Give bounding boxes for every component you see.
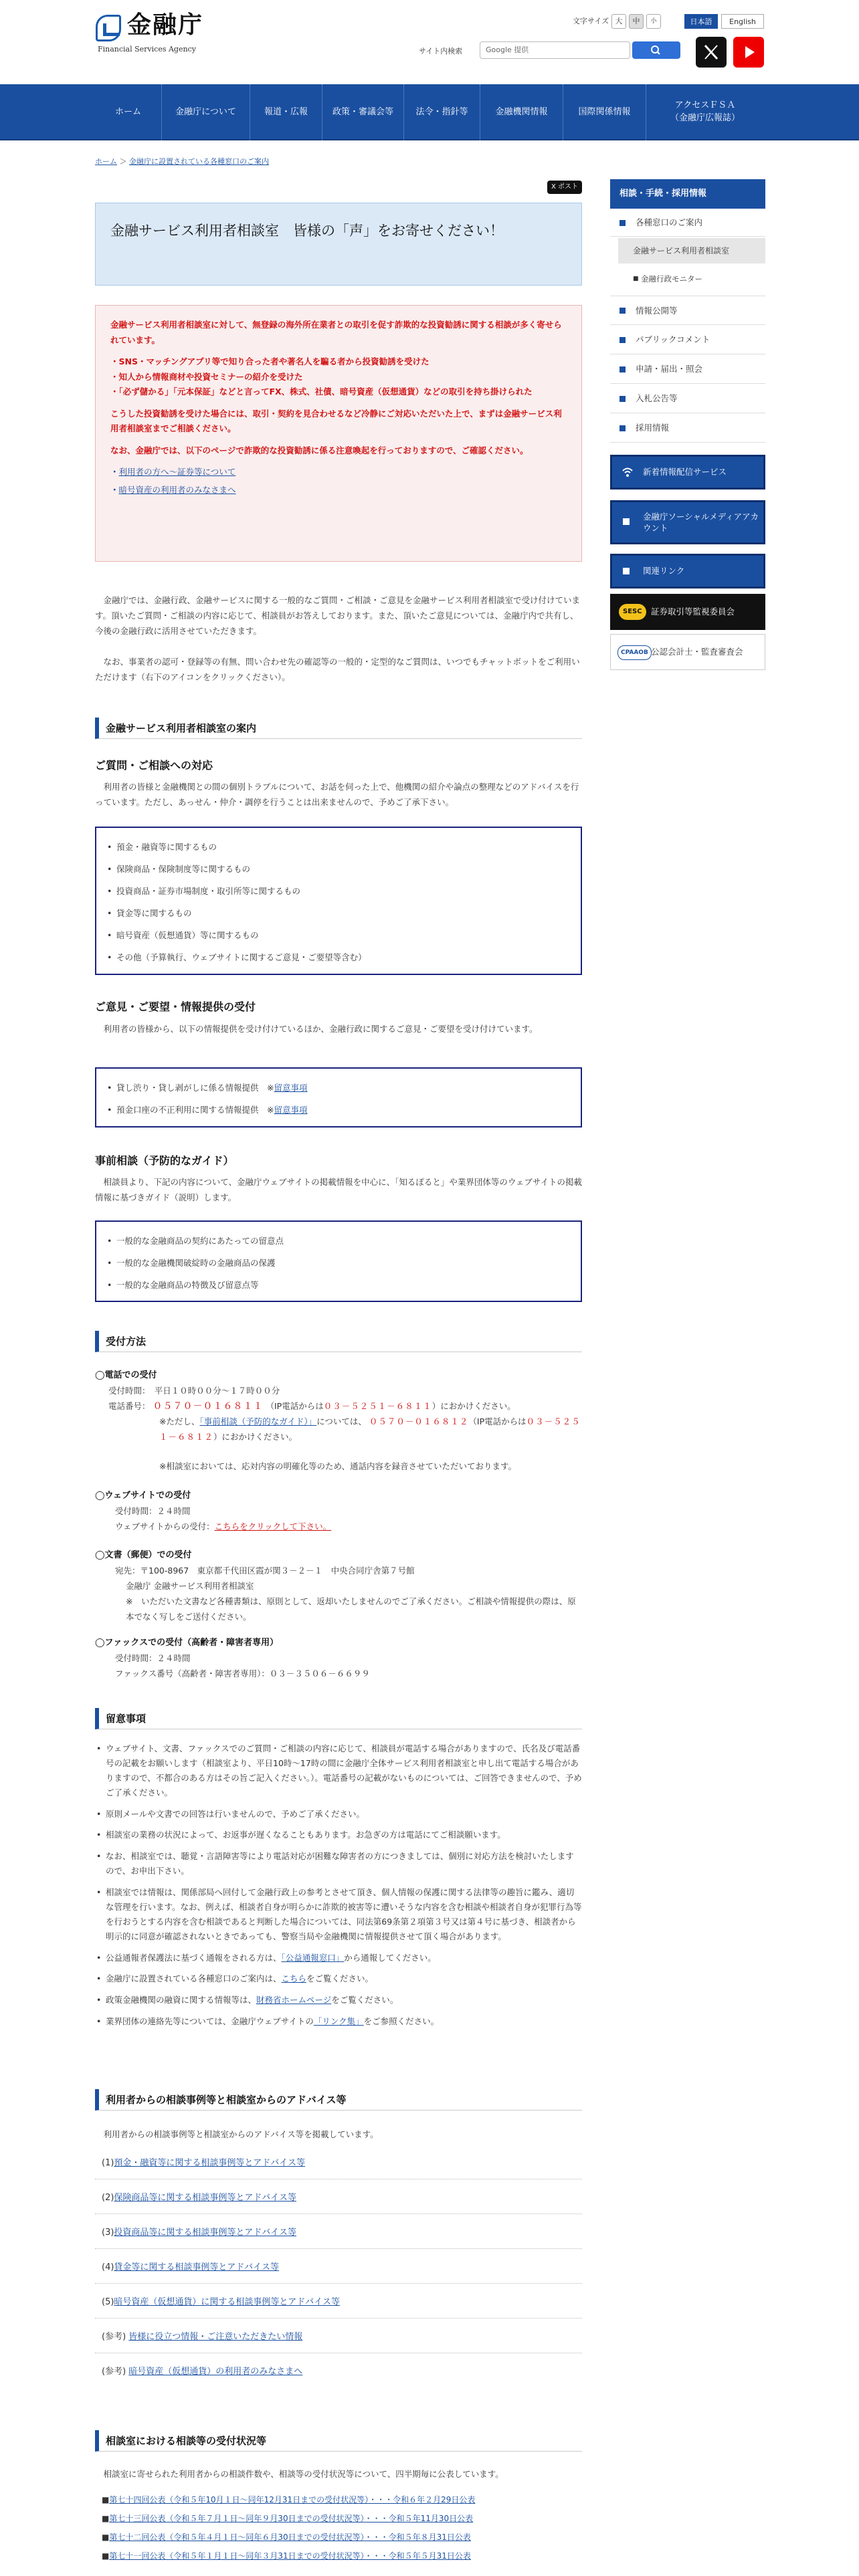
font-size-small-button[interactable]: 小: [646, 14, 661, 29]
phone-ip-prefix: （IP電話からは: [266, 1401, 324, 1411]
section-heading-guide: 金融サービス利用者相談室の案内: [95, 718, 582, 739]
list-item: • 預金・融資等に関するもの: [106, 836, 571, 858]
wifi-icon: [622, 466, 634, 478]
search-icon: [632, 41, 680, 59]
square-bullet-icon: [619, 220, 626, 226]
note-mark: ※: [267, 1083, 274, 1093]
square-bullet-icon: [619, 425, 626, 431]
warning-text-1: 金融サービス利用者相談室に対して、無登録の海外所在業者との取引を促す詐欺的な投資勧誘に関する相談が多く寄せられています。: [110, 320, 562, 345]
status-intro: 相談室に寄せられた利用者からの相談件数や、相談等の受付状況等について、四半期毎に公表しています。: [103, 2469, 504, 2479]
intro-text-2: なお、事業者の認可・登録等の有無、問い合わせ先の確認等の一般的・定型的なご質問は、いつでもチャットボットをご利用いただけます（右下のアイコンをクリックください）。: [95, 657, 580, 683]
list-item: • その他（予算執行、ウェブサイトに関するご意見・ご要望等含む）: [106, 946, 571, 968]
phone-note-middle: については、: [316, 1416, 367, 1426]
case-item: [102, 2260, 279, 2276]
note-text: をご参照ください。: [363, 2016, 440, 2027]
square-icon: [623, 518, 630, 525]
logo-text-jp: 金融庁: [127, 11, 204, 39]
phone-ip-number: ０３－５２５１－６８１１: [323, 1401, 432, 1411]
case-link[interactable]: 暗号資産（仮想通貨）に関する相談事例等とアドバイス等: [114, 2297, 341, 2307]
list-item: [106, 1077, 571, 1099]
case-link[interactable]: 預金・融資等に関する相談事例等とアドバイス等: [114, 2158, 306, 2168]
square-bullet-icon: [619, 366, 626, 372]
sidebar-news-service-button[interactable]: [610, 455, 765, 490]
web-heading: ◯ウェブサイトでの受付: [95, 1491, 191, 1501]
mail-note: ※ いただいた文書など各種書類は、原則として、返却いたしませんのでご了承ください。ご相談や情報提供の際は、原本でなく写しをご送付ください。: [126, 1596, 576, 1622]
case-number: (2): [102, 2193, 114, 2203]
sidebar-item-applications[interactable]: [610, 354, 765, 384]
case-link[interactable]: 皆様に役立つ情報・ご注意いただきたい情報: [128, 2332, 303, 2342]
fax-hours: 受付時間：２４時間: [115, 1653, 191, 1663]
lang-jp-button[interactable]: 日本語: [684, 14, 718, 29]
x-icon[interactable]: [696, 37, 727, 68]
contact-windows-link[interactable]: こちら: [281, 1973, 307, 1984]
breadcrumb-separator: ＞: [119, 157, 127, 166]
case-item: [102, 2365, 302, 2380]
section-heading-reception: 受付方法: [95, 1331, 582, 1352]
nav-home[interactable]: ホーム: [95, 84, 162, 140]
square-icon: [623, 568, 630, 574]
preventive-list: [95, 1220, 582, 1302]
sidebar-item-label: 採用情報: [636, 423, 670, 433]
sidebar-button-label: 関連リンク: [643, 566, 685, 576]
warning-list-1: ・SNS・マッチングアプリ等で知り合った者や著名人を騙る者から投資勧誘を受けた: [110, 356, 430, 366]
cases-intro: 利用者からの相談事例等と相談室からのアドバイス等を掲載しています。: [103, 2129, 379, 2139]
breadcrumb-home[interactable]: ホーム: [95, 157, 117, 166]
opinion-item-text: 預金口座の不正利用に関する情報提供: [116, 1105, 259, 1115]
status-item: ■第七十一回公表（令和５年１月１日～同年３月31日までの受付状況等）・・・令和５年５月31日公表: [102, 2551, 471, 2561]
case-number: (参考): [102, 2367, 126, 2377]
note-text: をご覧ください。: [331, 1995, 399, 2006]
case-item: [102, 2330, 302, 2345]
warning-list-2: ・知人から情報商材や投資セミナーの紹介を受けた: [110, 371, 303, 382]
phone-note-suffix: ）におかけください。: [213, 1432, 298, 1442]
lang-en-button[interactable]: English: [721, 14, 764, 29]
list-item: • 投資商品・証券市場制度・取引所等に関するもの: [106, 880, 571, 902]
list-item: • ウェブサイト、文書、ファックスでのご質問・ご相談の内容に応じて、相談員が電話する場合がありますので、氏名及び電話番号の記載をお願いします（相談室より、平日10時～17時の間に金融庁全体サービス利用者相談室と申し出て電話する場合がありますので、不都合のある方はその旨ご記入ください。）。電話番号の記載がないものについては、ご回答できませんので、予めご了承ください。: [95, 1741, 582, 1800]
list-item: [95, 1993, 582, 2008]
questions-list: [95, 827, 582, 975]
font-size-large-button[interactable]: 大: [611, 14, 626, 29]
status-item: ■第七十三回公表（令和５年７月１日～同年９月30日までの受付状況等）・・・令和５年11月30日公表: [102, 2514, 474, 2523]
note-text: から通報してください。: [344, 1952, 436, 1963]
phone-ip-suffix: ）におかけください。: [432, 1401, 516, 1411]
sidebar-item-label: パブリックコメント: [636, 334, 710, 344]
sidebar-item-bids[interactable]: [610, 384, 765, 413]
phone-heading: ◯電話での受付: [95, 1370, 157, 1380]
note-text: 業界団体の連絡先等については、金融庁ウェブサイトの: [106, 2016, 314, 2027]
sidebar-heading: 相談・手続・採用情報: [610, 179, 765, 209]
warning-text-2: こうした投資勧誘を受けた場合には、取引・契約を見合わせるなど冷静にご対応いただいた上で、まずは金融サービス利用者相談室までご相談ください。: [110, 408, 562, 433]
sidebar-banner-label: 証券取引等監視委員会: [651, 607, 735, 617]
sidebar-item-monitor[interactable]: [610, 266, 765, 292]
list-item: • 一般的な金融商品の契約にあたっての留意点: [106, 1230, 571, 1252]
fsa-logo-icon: [96, 15, 121, 41]
status-link[interactable]: 第七十一回公表（令和５年１月１日～同年３月31日までの受付状況等）・・・令和５年５月31日公表: [109, 2551, 471, 2561]
search-input[interactable]: Google 提供: [480, 41, 630, 59]
note-text: 公益通報者保護法に基づく通報をされる方は、: [106, 1952, 282, 1963]
status-item: ■第七十二回公表（令和５年４月１日～同年６月30日までの受付状況等）・・・令和５年８月31日公表: [102, 2533, 471, 2542]
sidebar-item-windows[interactable]: [610, 209, 765, 237]
case-link[interactable]: 暗号資産（仮想通貨）の利用者のみなさまへ: [128, 2367, 303, 2377]
phone-number-label: 電話番号：: [108, 1401, 151, 1411]
global-nav: [0, 84, 859, 140]
font-size-medium-button[interactable]: 中: [629, 14, 644, 29]
case-link[interactable]: 保険商品等に関する相談事例等とアドバイス等: [114, 2193, 297, 2203]
search-button[interactable]: [632, 41, 680, 59]
breadcrumb: [95, 155, 269, 168]
note-mark: ※: [267, 1105, 274, 1115]
case-number: (5): [102, 2297, 114, 2307]
sidebar-button-label: 新着情報配信サービス: [643, 467, 727, 477]
list-item: [95, 1971, 582, 1986]
square-bullet-icon: [619, 308, 626, 314]
opinion-item-text: 貸し渋り・貸し剥がしに係る情報提供: [116, 1083, 259, 1093]
list-item: • 貸金等に関するもの: [106, 902, 571, 924]
sidebar-item-label: 情報公開等: [636, 306, 678, 316]
nav-laws[interactable]: 法令・指針等: [404, 84, 480, 140]
sidebar-banner-label: 公認会計士・監査審査会: [651, 647, 743, 657]
case-item: [102, 2156, 305, 2171]
case-number: (4): [102, 2262, 114, 2272]
sidebar-item-label: 申請・届出・照会: [636, 364, 703, 374]
list-item: • 保険商品・保険制度等に関するもの: [106, 858, 571, 880]
status-link[interactable]: 第七十三回公表（令和５年７月１日～同年９月30日までの受付状況等）・・・令和５年11月30日公表: [109, 2514, 474, 2523]
preventive-phone-number: ０５７０－０１６８１２: [369, 1416, 469, 1426]
preventive-guide-link[interactable]: 「事前相談（予防的なガイド）」: [199, 1416, 317, 1426]
case-link[interactable]: 貸金等に関する相談事例等とアドバイス等: [114, 2262, 280, 2272]
sidebar-item-label: 入札公告等: [636, 393, 678, 403]
sidebar-item-label: 各種窓口のご案内: [636, 217, 703, 227]
case-link[interactable]: 投資商品等に関する相談事例等とアドバイス等: [114, 2228, 297, 2238]
list-item: • 相談室の業務の状況によって、お返事が遅くなることもあります。お急ぎの方は電話にてご相談願います。: [95, 1828, 582, 1842]
list-item: [95, 2014, 582, 2029]
list-item: • なお、相談室では、聴覚・言語障害等により電話対応が困難な障害者の方につきましては、個別に対応方法を検討いたしますので、お申出下さい。: [95, 1849, 582, 1879]
youtube-icon[interactable]: [733, 37, 764, 68]
phone-preventive-note: [159, 1414, 582, 1444]
status-item: ■第七十四回公表（令和５年10月１日～同年12月31日までの受付状況等）・・・令和６年２月29日公表: [102, 2495, 476, 2504]
nav-access-fsa[interactable]: アクセスＦＳＡ （金融庁広報誌）: [670, 100, 740, 123]
web-form-link[interactable]: こちらをクリックして下さい。: [214, 1521, 332, 1531]
preventive-ip-number: ０３－５２５１－６８１２: [159, 1416, 581, 1442]
sidebar-item-consultation[interactable]: 金融サービス利用者相談室: [618, 238, 765, 263]
phone-number-line: [108, 1398, 582, 1416]
sidebar-item-public-comment[interactable]: [610, 325, 765, 354]
preventive-text: 相談員より、下記の内容について、金融庁ウェブサイトの掲載情報を中心に、「知るぽると」や業界団体等のウェブサイトの掲載情報に基づきガイド（説明）します。: [95, 1177, 583, 1203]
phone-hours: 受付時間： 平日１０時００分～１７時００分: [108, 1386, 280, 1396]
case-item: [102, 2226, 296, 2241]
cpaaob-banner[interactable]: [610, 634, 765, 670]
section-heading-cases: 利用者からの相談事例等と相談室からのアドバイス等: [95, 2089, 582, 2111]
fax-number: ファックス番号（高齢者・障害者専用）：０３－３５０６－６６９９: [115, 1669, 370, 1679]
square-bullet-icon: [619, 396, 626, 402]
sidebar-social-media-button[interactable]: [610, 500, 765, 544]
subheading-questions: ご質問・ご相談への対応: [95, 759, 213, 772]
whistleblower-link[interactable]: 「公益通報窓口」: [281, 1952, 345, 1963]
warning-link-securities[interactable]: 利用者の方へ～証券等について: [118, 467, 236, 477]
web-line: [115, 1519, 582, 1534]
arrow-icon: ■: [633, 276, 639, 282]
font-size-label: 文字サイズ: [573, 17, 609, 25]
cpaaob-logo-icon: CPAAOB: [617, 645, 652, 660]
sidebar-item-label: 金融行政モニター: [641, 274, 702, 284]
status-link[interactable]: 第七十二回公表（令和５年４月１日～同年６月30日までの受付状況等）・・・令和５年８月31日公表: [109, 2533, 471, 2542]
sidebar-item-disclosure[interactable]: [610, 296, 765, 325]
opinions-text: 利用者の皆様から、以下の情報提供を受け付けているほか、金融行政に関するご意見・ご要望を受け付けています。: [103, 1024, 538, 1034]
questions-text: 利用者の皆様と金融機関との間の個別トラブルについて、お話を伺った上で、他機関の紹介や論点の整理などのアドバイスを行っています。ただし、あっせん・仲介・調停を行うことは出来ませんので、予めご了承下さい。: [95, 782, 579, 808]
sesc-logo-icon: SESC: [619, 604, 646, 620]
opinions-list: [95, 1067, 582, 1128]
list-item: • 一般的な金融商品の特徴及び留意点等: [106, 1274, 571, 1296]
links-page-link[interactable]: 「リンク集」: [313, 2016, 364, 2027]
nav-institutions[interactable]: 金融機関情報: [480, 84, 563, 140]
status-link[interactable]: 第七十四回公表（令和５年10月１日～同年12月31日までの受付状況等）・・・令和６年２月29日公表: [109, 2495, 476, 2504]
web-hours: 受付時間：２４時間: [115, 1506, 191, 1516]
list-item: • 一般的な金融機関破綻時の金融商品の保護: [106, 1252, 571, 1274]
case-number: (参考): [102, 2332, 126, 2342]
note-text: 政策金融機関の融資に関する情報等は、: [106, 1995, 257, 2006]
case-number: (3): [102, 2228, 114, 2238]
subheading-preventive: 事前相談（予防的なガイド）: [95, 1154, 234, 1167]
nav-news[interactable]: 報道・広報: [250, 84, 322, 140]
page-title: 金融サービス利用者相談室 皆様の「声」をお寄せください！: [95, 203, 582, 286]
fax-heading: ◯ファックスでの受付（高齢者・障害者専用）: [95, 1638, 279, 1648]
nav-about[interactable]: 金融庁について: [162, 84, 250, 140]
list-item: [95, 1951, 582, 1965]
sidebar-related-links-button[interactable]: [610, 554, 765, 588]
warning-link-crypto[interactable]: 暗号資産の利用者のみなさまへ: [118, 484, 236, 495]
web-prefix: ウェブサイトからの受付：: [115, 1521, 215, 1531]
mail-address-dept: 金融庁 金融サービス利用者相談室: [126, 1581, 254, 1591]
phone-note-ip-prefix: （IP電話からは: [468, 1416, 527, 1426]
sidebar-button-label: 金融庁ソーシャルメディアアカウント: [643, 511, 759, 533]
section-heading-status: 相談室における相談等の受付状況等: [95, 2430, 582, 2452]
search-label: サイト内検索: [419, 47, 463, 56]
breadcrumb-parent[interactable]: 金融庁に設置されている各種窓口のご案内: [129, 157, 269, 166]
phone-recording-note: ※相談室においては、応対内容の明確化等のため、通話内容を録音させていただいております。: [159, 1461, 516, 1471]
divider: [95, 2283, 582, 2284]
list-item: • 暗号資産（仮想通貨）等に関するもの: [106, 924, 571, 946]
divider: [95, 2318, 582, 2319]
case-item: [102, 2191, 296, 2206]
case-item: [102, 2295, 340, 2311]
note-text: をご覧ください。: [306, 1973, 374, 1984]
list-item: [106, 1099, 571, 1121]
section-heading-notes: 留意事項: [95, 1708, 582, 1729]
post-share-button[interactable]: [547, 181, 582, 194]
sesc-banner[interactable]: [610, 594, 765, 630]
phone-note-prefix: ※ただし、: [159, 1416, 200, 1426]
square-bullet-icon: [619, 337, 626, 343]
intro-text-1: 金融庁では、金融行政、金融サービスに関する一般的なご質問・ご相談・ご意見を金融サービス利用者相談室で受け付けています。頂いたご質問・ご相談の内容に応じて、相談員がお答えしております。また、頂いたご意見については、金融庁内で共有し、今後の金融行政に活用させていただきます。: [95, 595, 581, 637]
notes-link[interactable]: 留意事項: [274, 1105, 308, 1115]
warning-text-3: なお、金融庁では、以下のページで詐欺的な投資勧誘に係る注意喚起を行っておりますので、ご確認ください。: [110, 445, 529, 455]
sidebar-item-recruitment[interactable]: [610, 413, 765, 443]
list-item: • 相談室では情報は、関係部局へ回付して金融行政上の参考とさせて頂き、個人情報の保護に関する法律等の趣旨に鑑み、適切な管理を行います。なお、例えば、相談者自身が明らかに詐欺的被害等に遭いそうな内容を含む相談や相談者自身が犯罪行為等を行おうとする内容を含む相談であると判断した場合については、同法第69条第２項第３号又は第４号に基づき、相談者から明示的に同意が確認されないときであっても、警察当局や金融機関に情報提供させて頂く場合があります。: [95, 1885, 582, 1944]
phone-number: ０５７０－０１６８１１: [153, 1401, 264, 1412]
x-small-icon: X: [551, 183, 559, 191]
logo-text-en: Financial Services Agency: [98, 45, 196, 53]
case-number: (1): [102, 2158, 114, 2168]
notes-link[interactable]: 留意事項: [274, 1083, 308, 1093]
divider: [95, 2248, 582, 2249]
subheading-opinions: ご意見・ご要望・情報提供の受付: [95, 1000, 256, 1013]
fraud-warning-box: 金融サービス利用者相談室に対して、無登録の海外所在業者との取引を促す詐欺的な投資勧誘に関する相談が多く寄せられています。 ・SNS・マッチングアプリ等で知り合った者や著名人を騙る者から投資勧誘を受けた ・知人から情報商材や投資セミナーの紹介を受けた ・「必ず儲かる」「元本保証」などと言ってFX、株式、社債、暗号資産（仮想通貨）などの取引を持ち掛けられた こうした投資勧誘を受けた場合には、取引・契約を見合わせるなど冷静にご対応いただいた上で、まずは金融サービス利用者相談室までご相談ください。 なお、金融庁では、以下のページで詐欺的な投資勧誘に係る注意喚起を行っておりますので、ご確認ください。 ・利用者の方へ～証券等について ・暗号資産の利用者のみなさまへ: [95, 305, 582, 562]
note-text: 金融庁に設置されている各種窓口のご案内は、: [106, 1973, 282, 1984]
mail-heading: ◯文書（郵便）での受付: [95, 1550, 192, 1560]
nav-policy[interactable]: 政策・審議会等: [322, 84, 404, 140]
warning-list-3: ・「必ず儲かる」「元本保証」などと言ってFX、株式、社債、暗号資産（仮想通貨）などの取引を持ち掛けられた: [110, 387, 533, 397]
post-label: ポスト: [558, 183, 579, 191]
list-item: • 原則メールや文書での回答は行いませんので、予めご了承ください。: [95, 1807, 582, 1822]
mail-address: 宛先：〒100-8967 東京都千代田区霞が関３－２－１ 中央合同庁舎第７号館: [115, 1566, 415, 1576]
nav-international[interactable]: 国際関係情報: [563, 84, 646, 140]
mof-link[interactable]: 財務省ホームページ: [256, 1995, 332, 2006]
notes-list: [95, 1741, 582, 2036]
